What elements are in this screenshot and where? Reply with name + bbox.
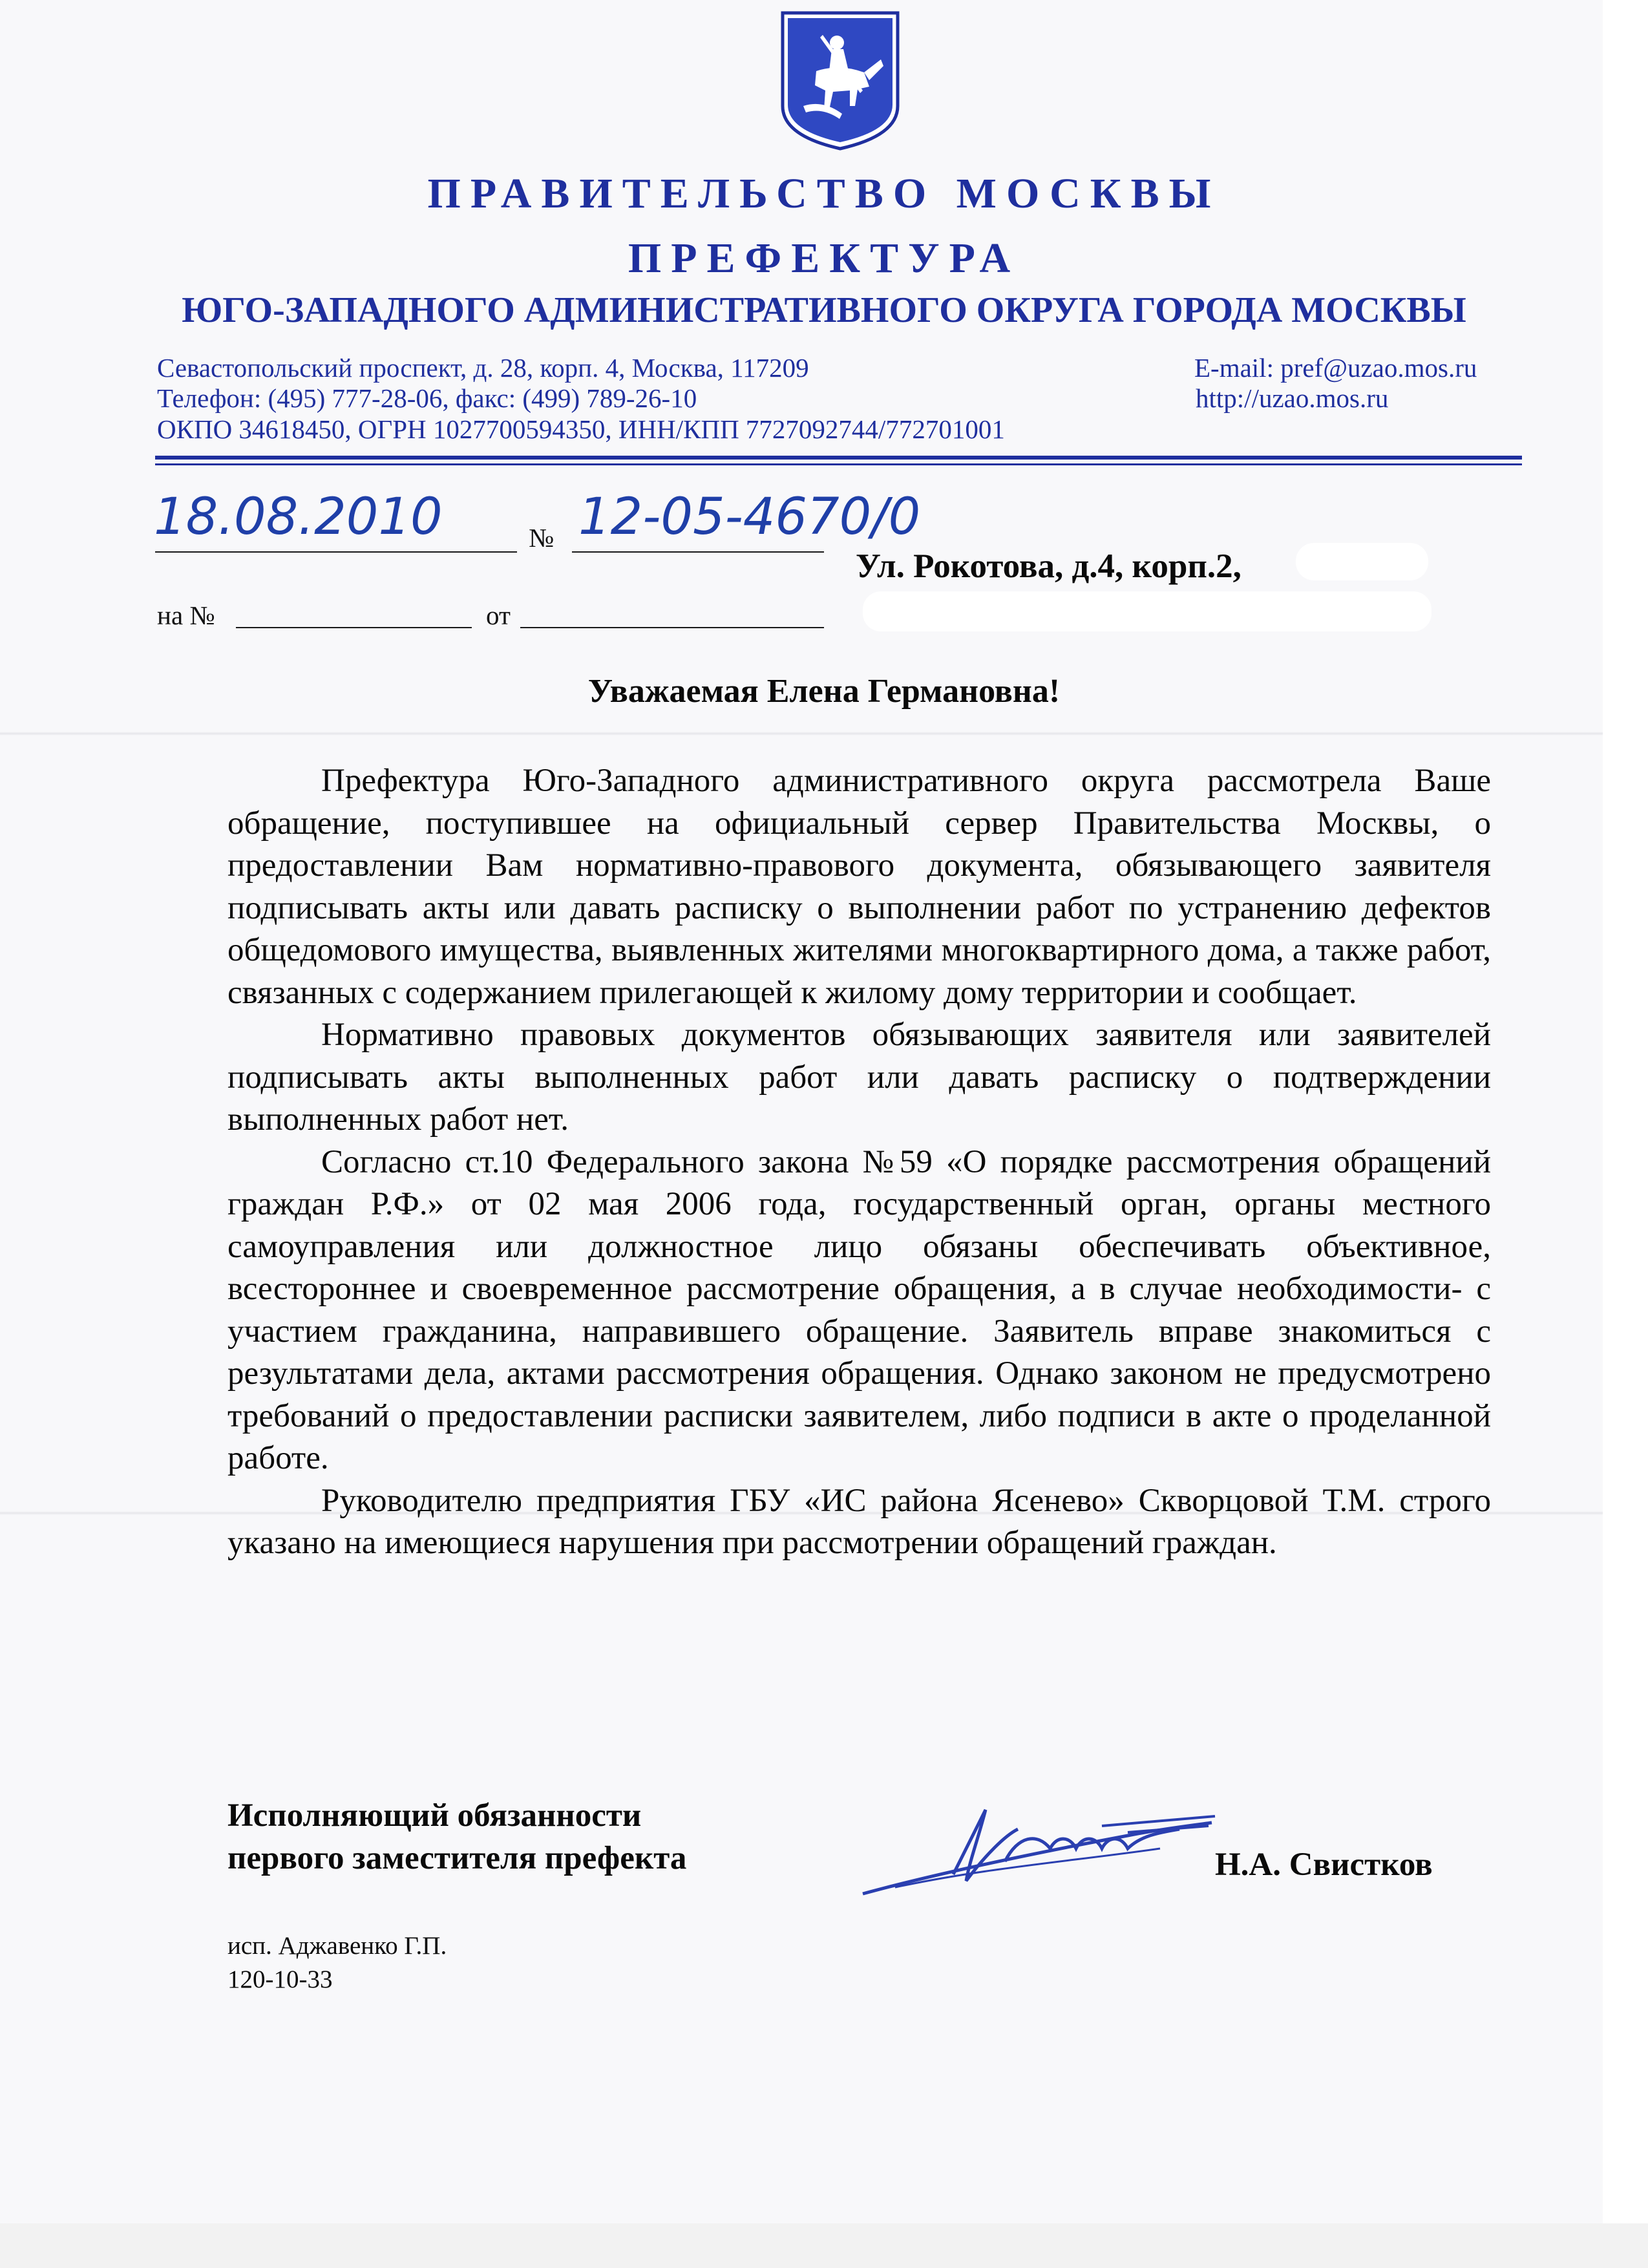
scan-margin-right [1603, 0, 1648, 2268]
executor-phone: 120-10-33 [227, 1966, 333, 1993]
district-title: ЮГО-ЗАПАДНОГО АДМИНИСТРАТИВНОГО ОКРУГА ГОРОДА МОСКВЫ [182, 290, 1466, 330]
letter-body [227, 760, 1491, 1565]
number-sign: № [529, 523, 555, 553]
website-url: http://uzao.mos.ru [1196, 383, 1389, 413]
signatory-title [227, 1794, 686, 1880]
body-paragraph: Руководителю предприятия ГБУ «ИС района Ясенево» Скворцовой Т.М. строго указано на имеющиеся нарушения при рассмотрении обращений граждан. [227, 1482, 1491, 1561]
letterhead-divider-thin [155, 463, 1522, 465]
body-paragraph: Префектура Юго-Западного административного округа рассмотрела Ваше обращение, поступившее на официальный сервер Правительства Москвы, о предоставлении Вам нормативно-правового документа, обязывающего заявителя подписывать акты или давать расписку о выполнении работ по устранению дефектов общедомового имущества, выявленных жителями многоквартирного дома, а также работ, связанных с содержанием прилегающей к жилому дому территории и сообщает. [227, 763, 1491, 1011]
postal-address: Севастопольский проспект, д. 28, корп. 4, Москва, 117209 [157, 353, 809, 383]
recipient-address: Ул. Рокотова, д.4, корп.2, [856, 547, 1241, 585]
reply-to-label: на № [157, 600, 215, 630]
moscow-coat-of-arms-icon [777, 9, 903, 153]
letterhead-divider [155, 456, 1522, 460]
date-underline [155, 551, 517, 553]
redaction-mark [1296, 543, 1428, 580]
prefecture-title: ПРЕФЕКТУРА [628, 235, 1020, 282]
greeting: Уважаемая Елена Германовна! [587, 673, 1061, 710]
reply-number-underline [236, 627, 472, 628]
body-paragraph: Нормативно правовых документов обязывающих заявителя или заявителей подписывать акты выполненных работ или давать расписку о подтверждении выполненных работ нет. [227, 1017, 1491, 1138]
reply-date-underline [520, 627, 824, 628]
executor-info [227, 1929, 447, 1997]
signatory-title-line2: первого заместителя префекта [227, 1840, 687, 1876]
redaction-mark [863, 591, 1431, 631]
body-paragraph: Согласно ст.10 Федерального закона №59 «О порядке рассмотрения обращений граждан Р.Ф.» от 02 мая 2006 года, государственный орган, органы местного самоуправления или должностное лицо обязаны обеспечивать объективное, всестороннее и своевременное рассмотрение обращения, а в случае необходимости- с участием гражданина, направившего обращение. Заявитель вправе знакомиться с результатами дела, актами рассмотрения обращения. Однако законом не предусмотрено требований о предоставлении расписки заявителем, либо подписи в акте о проделанной работе. [227, 1143, 1491, 1476]
number-underline [572, 551, 824, 553]
registration-codes: ОКПО 34618450, ОГРН 1027700594350, ИНН/КПП 7727092744/772701001 [157, 414, 1005, 444]
government-title: ПРАВИТЕЛЬСТВО МОСКВЫ [427, 170, 1221, 217]
scan-margin-bottom [0, 2223, 1648, 2268]
phone-fax: Телефон: (495) 777-28-06, факс: (499) 789-26-10 [157, 383, 697, 413]
outgoing-date: 18.08.2010 [154, 488, 443, 546]
executor-name: исп. Аджавенко Г.П. [227, 1932, 447, 1960]
from-label: от [486, 600, 511, 630]
paper-fold [0, 732, 1603, 736]
signatory-name: Н.А. Свистков [1215, 1847, 1433, 1883]
email-address: E-mail: pref@uzao.mos.ru [1194, 353, 1477, 383]
signatory-title-line1: Исполняющий обязанности [227, 1797, 642, 1834]
handwritten-signature [856, 1797, 1218, 1900]
outgoing-number: 12-05-4670/0 [578, 488, 921, 546]
